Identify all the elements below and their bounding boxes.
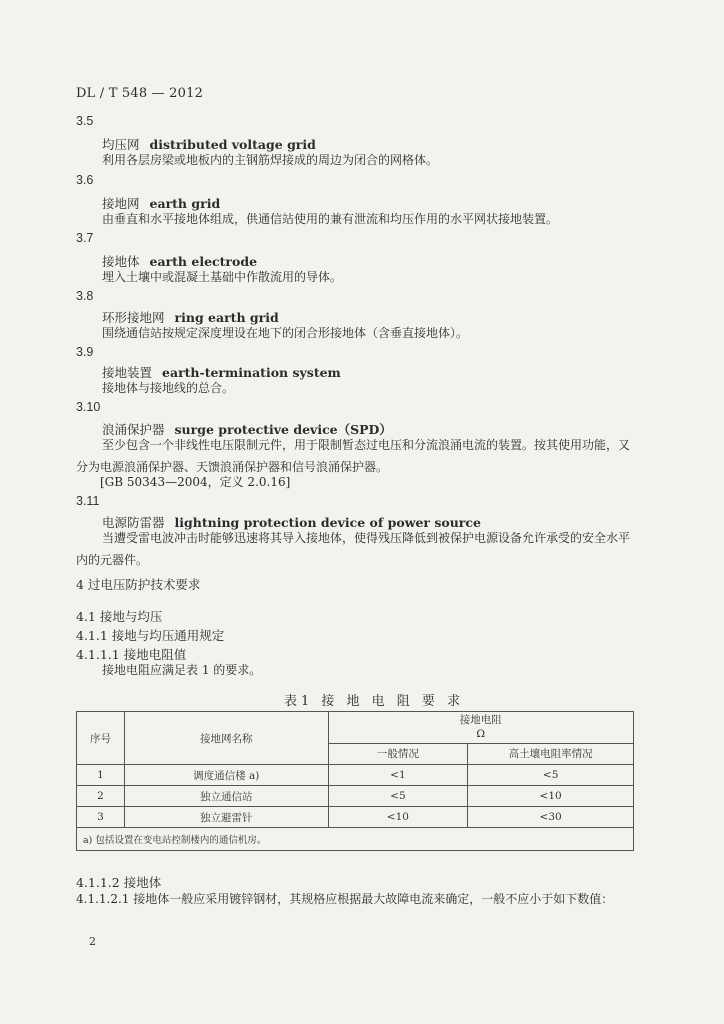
term-zh: 接地网 [102, 196, 140, 211]
resistance-table [76, 711, 634, 851]
document-header: DL / T 548 — 2012 [76, 86, 204, 101]
header-resistance [328, 712, 633, 744]
table-caption: 表1 接 地 电 阻 要 求 [284, 694, 465, 709]
term-en: surge protective device（SPD） [174, 422, 392, 437]
table-row [77, 807, 634, 828]
header-seq: 序号 [77, 712, 125, 765]
term-zh: 环形接地网 [102, 310, 165, 325]
term-zh: 均压网 [102, 137, 140, 152]
subsection-heading: 4.1 接地与均压 [76, 609, 163, 624]
term-definition: 当遭受雷电波冲击时能够迅速将其导入接地体，使得残压降低到被保护电源设备允许承受的安全水平内的元器件。 [76, 531, 631, 567]
subsection-heading: 4.1.1.1 接地电阻值 [76, 647, 187, 662]
clause-number: 3.6 [76, 173, 94, 187]
term-en: earth-termination system [162, 365, 341, 380]
header-name: 接地网名称 [124, 712, 328, 765]
clause-number: 3.5 [76, 114, 94, 128]
cell-normal: <10 [328, 807, 468, 828]
cell-high: <30 [468, 807, 634, 828]
page-number: 2 [89, 935, 96, 948]
term-definition: 接地体与接地线的总合。 [102, 381, 235, 395]
term-definition: 利用各层房梁或地板内的主钢筋焊接成的周边为闭合的网格体。 [102, 153, 439, 167]
term-en: ring earth grid [174, 310, 279, 325]
clause-number: 3.7 [76, 231, 94, 245]
header-resistance-label: 接地电阻 [459, 714, 502, 727]
term-zh: 接地装置 [102, 365, 153, 380]
term-definition: 围绕通信站按规定深度埋设在地下的闭合形接地体（含垂直接地体）。 [102, 326, 469, 340]
subsection-heading: 4.1.1.2 接地体 [76, 875, 162, 890]
cell-normal: <1 [328, 765, 468, 786]
subsection-heading: 4.1.1 接地与均压通用规定 [76, 628, 225, 643]
term-definition: 由垂直和水平接地体组成，供通信站使用的兼有泄流和均压作用的水平网状接地装置。 [102, 212, 559, 226]
term-zh: 电源防雷器 [102, 515, 165, 530]
term-reference: [GB 50343—2004，定义 2.0.16] [100, 475, 291, 489]
paragraph: 接地电阻应满足表 1 的要求。 [102, 663, 262, 677]
cell-high: <5 [468, 765, 634, 786]
clause-number: 3.8 [76, 289, 94, 303]
section-heading: 4 过电压防护技术要求 [76, 577, 201, 592]
cell-high: <10 [468, 786, 634, 807]
term-definition: 至少包含一个非线性电压限制元件，用于限制暂态过电压和分流浪涌电流的装置。按其使用功能，又分为电源浪涌保护器、天馈浪涌保护器和信号浪涌保护器。 [76, 438, 631, 474]
table-row [77, 786, 634, 807]
term-en: lightning protection device of power source [174, 515, 481, 530]
header-normal: 一般情况 [328, 743, 468, 764]
table-note: a) 包括设置在变电站控制楼内的通信机房。 [77, 828, 634, 851]
term-zh: 浪涌保护器 [102, 422, 165, 437]
cell-normal: <5 [328, 786, 468, 807]
table-row [77, 765, 634, 786]
term-zh: 接地体 [102, 254, 140, 269]
paragraph: 4.1.1.2.1 接地体一般应采用镀锌钢材，其规格应根据最大故障电流来确定，一般不应小于如下数值： [76, 892, 614, 906]
cell-seq: 1 [77, 765, 125, 786]
header-high: 高土壤电阻率情况 [468, 743, 634, 764]
cell-name: 独立避雷针 [124, 807, 328, 828]
term-en: earth grid [149, 196, 221, 211]
term-en: distributed voltage grid [149, 137, 316, 152]
cell-seq: 3 [77, 807, 125, 828]
cell-seq: 2 [77, 786, 125, 807]
clause-number: 3.11 [76, 494, 100, 508]
header-unit: Ω [476, 728, 486, 741]
cell-name: 独立通信站 [124, 786, 328, 807]
term-definition: 埋入土壤中或混凝土基础中作散流用的导体。 [102, 270, 343, 284]
term-en: earth electrode [149, 254, 258, 269]
cell-name: 调度通信楼 a) [124, 765, 328, 786]
clause-number: 3.10 [76, 400, 101, 414]
clause-number: 3.9 [76, 345, 94, 359]
